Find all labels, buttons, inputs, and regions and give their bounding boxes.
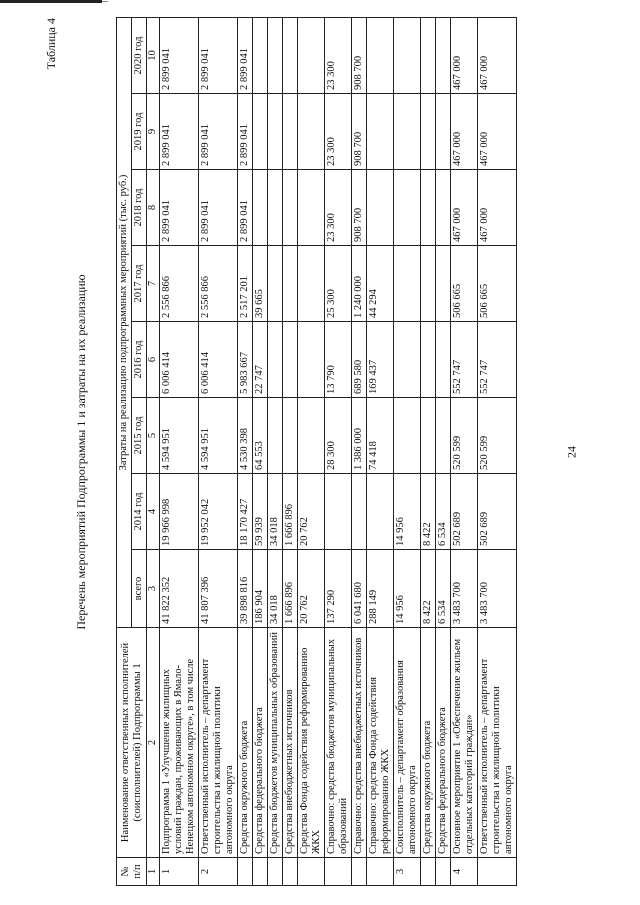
table-row (325, 18, 352, 886)
row-year-value: 467 000 (478, 18, 517, 94)
row-year-value: 1 240 000 (352, 246, 367, 322)
row-year-value (421, 94, 436, 170)
row-year-value (283, 170, 298, 246)
row-year-value: 2 899 041 (238, 94, 253, 170)
row-year-value: 4 594 951 (160, 398, 199, 474)
row-year-value (283, 246, 298, 322)
row-year-value (436, 18, 451, 94)
column-index: 10 (147, 18, 160, 94)
row-total-value: 3 483 700 (478, 550, 517, 628)
row-year-value: 23 300 (325, 94, 352, 170)
row-year-value: 6 534 (436, 474, 451, 550)
row-number (352, 858, 367, 886)
row-year-value (268, 170, 283, 246)
row-year-value (436, 94, 451, 170)
row-year-value: 6 006 414 (199, 322, 238, 398)
row-year-value (367, 18, 394, 94)
table-row (160, 18, 199, 886)
row-year-value (421, 246, 436, 322)
header-number: № п/п (117, 858, 147, 886)
row-name: Соисполнитель – департамент образования автономного округа (394, 628, 421, 858)
row-year-value: 8 422 (421, 474, 436, 550)
row-year-value (394, 18, 421, 94)
document-title: Перечень мероприятий Подпрограммы 1 и затраты на их реализацию (74, 274, 88, 630)
row-year-value: 64 553 (253, 398, 268, 474)
row-year-value: 13 790 (325, 322, 352, 398)
row-year-value: 552 747 (451, 322, 478, 398)
row-number (436, 858, 451, 886)
row-year-value (298, 398, 325, 474)
row-year-value: 25 300 (325, 246, 352, 322)
row-number: 3 (394, 858, 421, 886)
row-year-value (283, 322, 298, 398)
row-year-value: 39 665 (253, 246, 268, 322)
row-number (238, 858, 253, 886)
column-index: 7 (147, 246, 160, 322)
row-year-value: 2 517 201 (238, 246, 253, 322)
row-year-value (268, 94, 283, 170)
row-year-value: 18 170 427 (238, 474, 253, 550)
table-row (352, 18, 367, 886)
row-number (253, 858, 268, 886)
table-row (394, 18, 421, 886)
row-year-value: 23 300 (325, 170, 352, 246)
row-year-value: 14 956 (394, 474, 421, 550)
row-year-value: 2 899 041 (238, 18, 253, 94)
row-year-value: 4 594 951 (199, 398, 238, 474)
row-year-value (436, 246, 451, 322)
table-row (253, 18, 268, 886)
row-year-value (436, 322, 451, 398)
row-year-value: 908 700 (352, 18, 367, 94)
table-row (421, 18, 436, 886)
row-year-value (283, 398, 298, 474)
row-number: 1 (160, 858, 199, 886)
row-year-value: 2 899 041 (199, 170, 238, 246)
row-year-value: 520 599 (478, 398, 517, 474)
row-year-value (268, 398, 283, 474)
row-total-value: 20 762 (298, 550, 325, 628)
row-year-value: 467 000 (451, 18, 478, 94)
row-year-value: 2 899 041 (160, 170, 199, 246)
row-name: Средства бюджетов муниципальных образований (268, 628, 283, 858)
row-year-value (367, 474, 394, 550)
row-year-value (268, 246, 283, 322)
header-year: 2020 год (132, 18, 147, 94)
row-year-value (283, 94, 298, 170)
header-year: 2018 год (132, 170, 147, 246)
row-year-value: 19 966 998 (160, 474, 199, 550)
row-number (325, 858, 352, 886)
row-year-value: 2 899 041 (238, 170, 253, 246)
row-year-value: 169 437 (367, 322, 394, 398)
row-year-value (253, 170, 268, 246)
row-name: Ответственный исполнитель – департамент строительства и жилищной политики автономного округа (199, 628, 238, 858)
row-year-value: 28 300 (325, 398, 352, 474)
row-total-value: 41 822 352 (160, 550, 199, 628)
row-number: 4 (451, 858, 478, 886)
row-total-value: 6 534 (436, 550, 451, 628)
column-index: 1 (147, 858, 160, 886)
row-year-value (268, 322, 283, 398)
row-name: Средства окружного бюджета (421, 628, 436, 858)
row-name: Подпрограмма 1 «Улучшение жилищных условий граждан, проживающих в Ямало-Ненецком автономном округе», в том числе (160, 628, 199, 858)
row-number (268, 858, 283, 886)
row-total-value: 14 956 (394, 550, 421, 628)
row-year-value (421, 398, 436, 474)
header-costs: Затраты на реализацию подпрограммных мероприятий (тыс. руб.) (117, 18, 132, 628)
row-name: Средства внебюджетных источников (283, 628, 298, 858)
header-year: 2015 год (132, 398, 147, 474)
row-year-value (421, 170, 436, 246)
table-row (436, 18, 451, 886)
row-total-value: 6 041 680 (352, 550, 367, 628)
row-year-value (253, 18, 268, 94)
row-name: Справочно: средства бюджетов муниципальных образований (325, 628, 352, 858)
activities-cost-table (116, 17, 517, 886)
row-year-value: 4 530 398 (238, 398, 253, 474)
row-year-value (298, 18, 325, 94)
row-year-value: 552 747 (478, 322, 517, 398)
column-index: 4 (147, 474, 160, 550)
row-year-value: 19 952 042 (199, 474, 238, 550)
column-index: 3 (147, 550, 160, 628)
row-year-value (394, 170, 421, 246)
row-year-value: 2 899 041 (160, 18, 199, 94)
row-year-value: 502 689 (451, 474, 478, 550)
row-year-value: 74 418 (367, 398, 394, 474)
row-year-value (436, 170, 451, 246)
row-year-value (298, 322, 325, 398)
rotated-page-content (40, 18, 600, 886)
table-row (238, 18, 253, 886)
row-year-value: 1 666 896 (283, 474, 298, 550)
header-year: 2016 год (132, 322, 147, 398)
column-index: 6 (147, 322, 160, 398)
row-year-value: 467 000 (478, 94, 517, 170)
row-total-value: 137 290 (325, 550, 352, 628)
row-number (298, 858, 325, 886)
table-row (478, 18, 517, 886)
row-year-value: 34 018 (268, 474, 283, 550)
header-total: всего (132, 550, 147, 628)
row-year-value (367, 94, 394, 170)
row-year-value: 2 899 041 (160, 94, 199, 170)
row-year-value: 2 899 041 (199, 18, 238, 94)
row-name: Ответственный исполнитель – департамент строительства и жилищной политики автономного округа (478, 628, 517, 858)
row-year-value: 467 000 (451, 94, 478, 170)
row-year-value: 502 689 (478, 474, 517, 550)
table-row (451, 18, 478, 886)
column-index: 8 (147, 170, 160, 246)
row-year-value: 20 762 (298, 474, 325, 550)
header-year: 2017 год (132, 246, 147, 322)
column-index: 9 (147, 94, 160, 170)
row-number (367, 858, 394, 886)
row-year-value (421, 18, 436, 94)
row-name: Основное мероприятие 1 «Обеспечение жильем отдельных категорий граждан» (451, 628, 478, 858)
table-row (199, 18, 238, 886)
row-total-value: 3 483 700 (451, 550, 478, 628)
row-number (421, 858, 436, 886)
row-year-value (298, 170, 325, 246)
row-name: Средства федерального бюджета (436, 628, 451, 858)
table-label: Таблица 4 (44, 18, 58, 70)
row-year-value (394, 246, 421, 322)
row-year-value (268, 18, 283, 94)
column-index-row (147, 18, 160, 886)
row-year-value: 2 556 866 (160, 246, 199, 322)
row-year-value: 59 939 (253, 474, 268, 550)
row-year-value (421, 322, 436, 398)
row-year-value (283, 18, 298, 94)
row-year-value: 520 599 (451, 398, 478, 474)
row-year-value: 689 580 (352, 322, 367, 398)
row-year-value: 44 294 (367, 246, 394, 322)
row-name: Средства Фонда содействия реформированию ЖКХ (298, 628, 325, 858)
header-year: 2019 год (132, 94, 147, 170)
row-name: Справочно: средства внебюджетных источников (352, 628, 367, 858)
row-year-value: 908 700 (352, 94, 367, 170)
row-total-value: 288 149 (367, 550, 394, 628)
row-year-value: 467 000 (478, 170, 517, 246)
row-number (283, 858, 298, 886)
row-total-value: 39 898 816 (238, 550, 253, 628)
header-name: Наименование ответственных исполнителей (соисполнителей) Подпрограммы 1 (117, 628, 147, 858)
row-year-value (253, 94, 268, 170)
row-year-value (394, 398, 421, 474)
row-year-value: 6 006 414 (160, 322, 199, 398)
header-year: 2014 год (132, 474, 147, 550)
table-row (298, 18, 325, 886)
row-year-value: 23 300 (325, 18, 352, 94)
row-total-value: 41 807 396 (199, 550, 238, 628)
row-year-value: 506 665 (451, 246, 478, 322)
row-year-value: 2 899 041 (199, 94, 238, 170)
row-year-value (298, 246, 325, 322)
page-number: 24 (564, 446, 579, 458)
row-year-value (394, 322, 421, 398)
row-name: Средства федерального бюджета (253, 628, 268, 858)
row-total-value: 34 018 (268, 550, 283, 628)
row-number: 2 (199, 858, 238, 886)
row-year-value (352, 474, 367, 550)
column-index: 2 (147, 628, 160, 858)
row-year-value: 467 000 (451, 170, 478, 246)
row-total-value: 8 422 (421, 550, 436, 628)
row-name: Средства окружного бюджета (238, 628, 253, 858)
row-total-value: 186 904 (253, 550, 268, 628)
table-row (283, 18, 298, 886)
row-number (478, 858, 517, 886)
table-row (367, 18, 394, 886)
row-year-value (394, 94, 421, 170)
table-row (268, 18, 283, 886)
row-year-value: 1 386 000 (352, 398, 367, 474)
row-year-value (325, 474, 352, 550)
row-year-value: 5 983 667 (238, 322, 253, 398)
scan-edge-line (0, 0, 102, 3)
row-name: Справочно: средства Фонда содействия реформированию ЖКХ (367, 628, 394, 858)
row-year-value (367, 170, 394, 246)
row-year-value: 908 700 (352, 170, 367, 246)
row-year-value (436, 398, 451, 474)
row-year-value: 22 747 (253, 322, 268, 398)
column-index: 5 (147, 398, 160, 474)
row-year-value: 506 665 (478, 246, 517, 322)
row-year-value: 2 556 866 (199, 246, 238, 322)
row-year-value (298, 94, 325, 170)
scan-edge-mark (102, 1, 108, 2)
row-total-value: 1 666 896 (283, 550, 298, 628)
